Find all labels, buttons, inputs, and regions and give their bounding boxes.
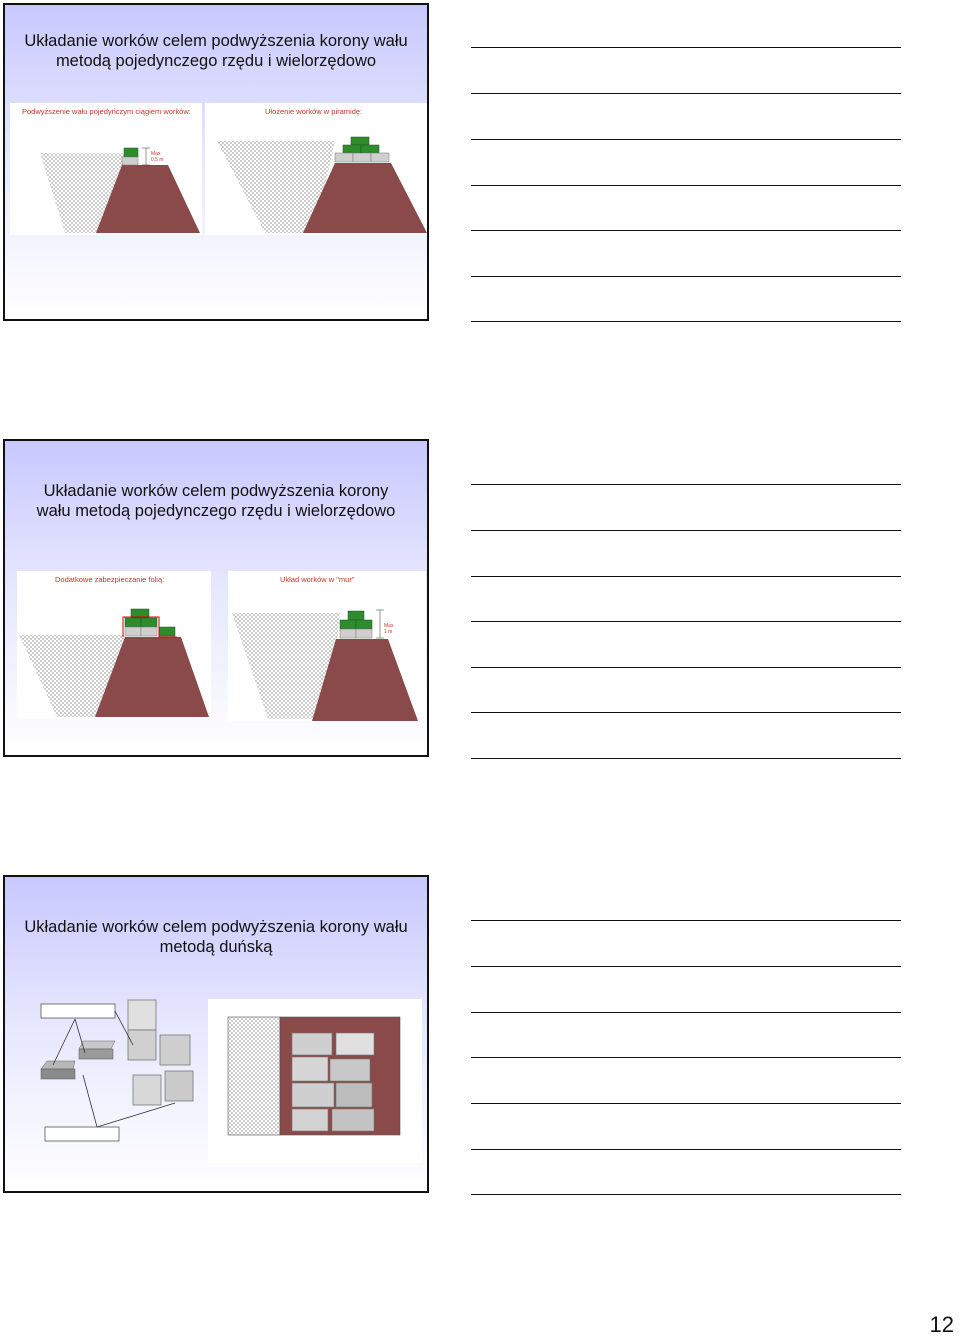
sandbag-block: [165, 1071, 193, 1101]
pointer-arrow: [53, 1019, 75, 1065]
pointer-arrow: [83, 1075, 97, 1127]
slide-1-title: Układanie worków celem podwyższenia korony wału metodą pojedynczego rzędu i wielorzędowo: [24, 32, 408, 70]
water-area: [228, 1017, 280, 1135]
slide-1: [3, 3, 429, 321]
sandbag-block: [292, 1057, 328, 1081]
label-box: [45, 1127, 119, 1141]
note-line: [471, 1194, 901, 1195]
embankment-diagram: [228, 571, 426, 721]
sandbag-gray: [353, 153, 371, 162]
note-line: [471, 712, 901, 713]
sandbag-green: [351, 137, 369, 145]
label-box: [41, 1004, 115, 1018]
page-number: 12: [929, 1312, 954, 1337]
note-line: [471, 621, 901, 622]
slide-2: [3, 439, 429, 757]
note-line: [471, 185, 901, 186]
slide-2-figure-2: [228, 571, 426, 721]
sandbag-block: [160, 1035, 190, 1065]
sandbag-green: [348, 611, 364, 620]
slide-1-figure-2: [205, 103, 429, 235]
sandbag-green: [343, 145, 361, 153]
embankment-diagram: [10, 103, 202, 235]
pointer-arrow: [97, 1103, 175, 1127]
height-label: 1 m: [384, 629, 393, 635]
figure-caption: Podwyższenie wału pojedyńczym ciągiem worków:: [22, 107, 191, 116]
sandbag-gray: [371, 153, 389, 162]
sandbag-green: [340, 620, 356, 629]
sandbag-gray: [335, 153, 353, 162]
note-line: [471, 484, 901, 485]
embankment-diagram: [17, 571, 211, 719]
sandbag-gray: [125, 627, 141, 636]
note-line: [471, 576, 901, 577]
sandbag-green: [159, 627, 175, 636]
slide-3: [3, 875, 429, 1193]
note-line: [471, 667, 901, 668]
slide-3-title: Układanie worków celem podwyższenia korony wału metodą duńską: [24, 918, 408, 956]
danish-wall-diagram: [208, 999, 422, 1163]
danish-method-schematic: [35, 997, 205, 1147]
slide-1-figure-1: [10, 103, 202, 235]
note-line: [471, 1149, 901, 1150]
embankment-diagram: [205, 103, 429, 235]
sandbag-gray: [141, 627, 157, 636]
sandbag-block: [332, 1109, 374, 1131]
sandbag-block: [336, 1033, 374, 1055]
note-line: [471, 1057, 901, 1058]
sandbag-green: [141, 618, 157, 627]
sandbag-gray: [356, 629, 372, 638]
sandbag-block: [292, 1109, 328, 1131]
sandbag-block: [128, 1030, 156, 1060]
note-line: [471, 230, 901, 231]
sandbag-green: [125, 618, 141, 627]
note-line: [471, 1012, 901, 1013]
sandbag-block: [292, 1033, 332, 1055]
sandbag-3d: [41, 1061, 75, 1069]
sandbag-3d: [41, 1069, 75, 1079]
note-line: [471, 276, 901, 277]
note-line: [471, 966, 901, 967]
sandbag-green: [356, 620, 372, 629]
note-line: [471, 93, 901, 94]
note-line: [471, 920, 901, 921]
note-line: [471, 530, 901, 531]
note-line: [471, 1103, 901, 1104]
sandbag-block: [133, 1075, 161, 1105]
height-label: 0,5 m: [151, 157, 164, 163]
figure-caption: Dodatkowe zabezpieczanie folią:: [55, 575, 165, 584]
note-line: [471, 758, 901, 759]
figure-caption: Układ worków w "mur": [280, 575, 355, 584]
sandbag-3d: [79, 1041, 115, 1049]
slide-3-figure: [208, 999, 422, 1163]
sandbag-green: [124, 148, 138, 157]
height-label: Max: [151, 151, 161, 157]
sandbag-block: [128, 1000, 156, 1030]
sandbag-green: [361, 145, 379, 153]
note-line: [471, 321, 901, 322]
sandbag-gray: [122, 157, 138, 165]
sandbag-block: [336, 1083, 372, 1107]
height-label: Max: [384, 623, 394, 629]
figure-caption: Ułożenie worków w piramidę:: [265, 107, 363, 116]
note-line: [471, 139, 901, 140]
sandbag-gray: [340, 629, 356, 638]
slide-2-title: Układanie worków celem podwyższenia korony wału metodą pojedynczego rzędu i wielorzędowo: [36, 482, 396, 520]
note-line: [471, 47, 901, 48]
sandbag-block: [330, 1059, 370, 1081]
slide-2-figure-1: [17, 571, 211, 719]
sandbag-block: [292, 1083, 334, 1107]
